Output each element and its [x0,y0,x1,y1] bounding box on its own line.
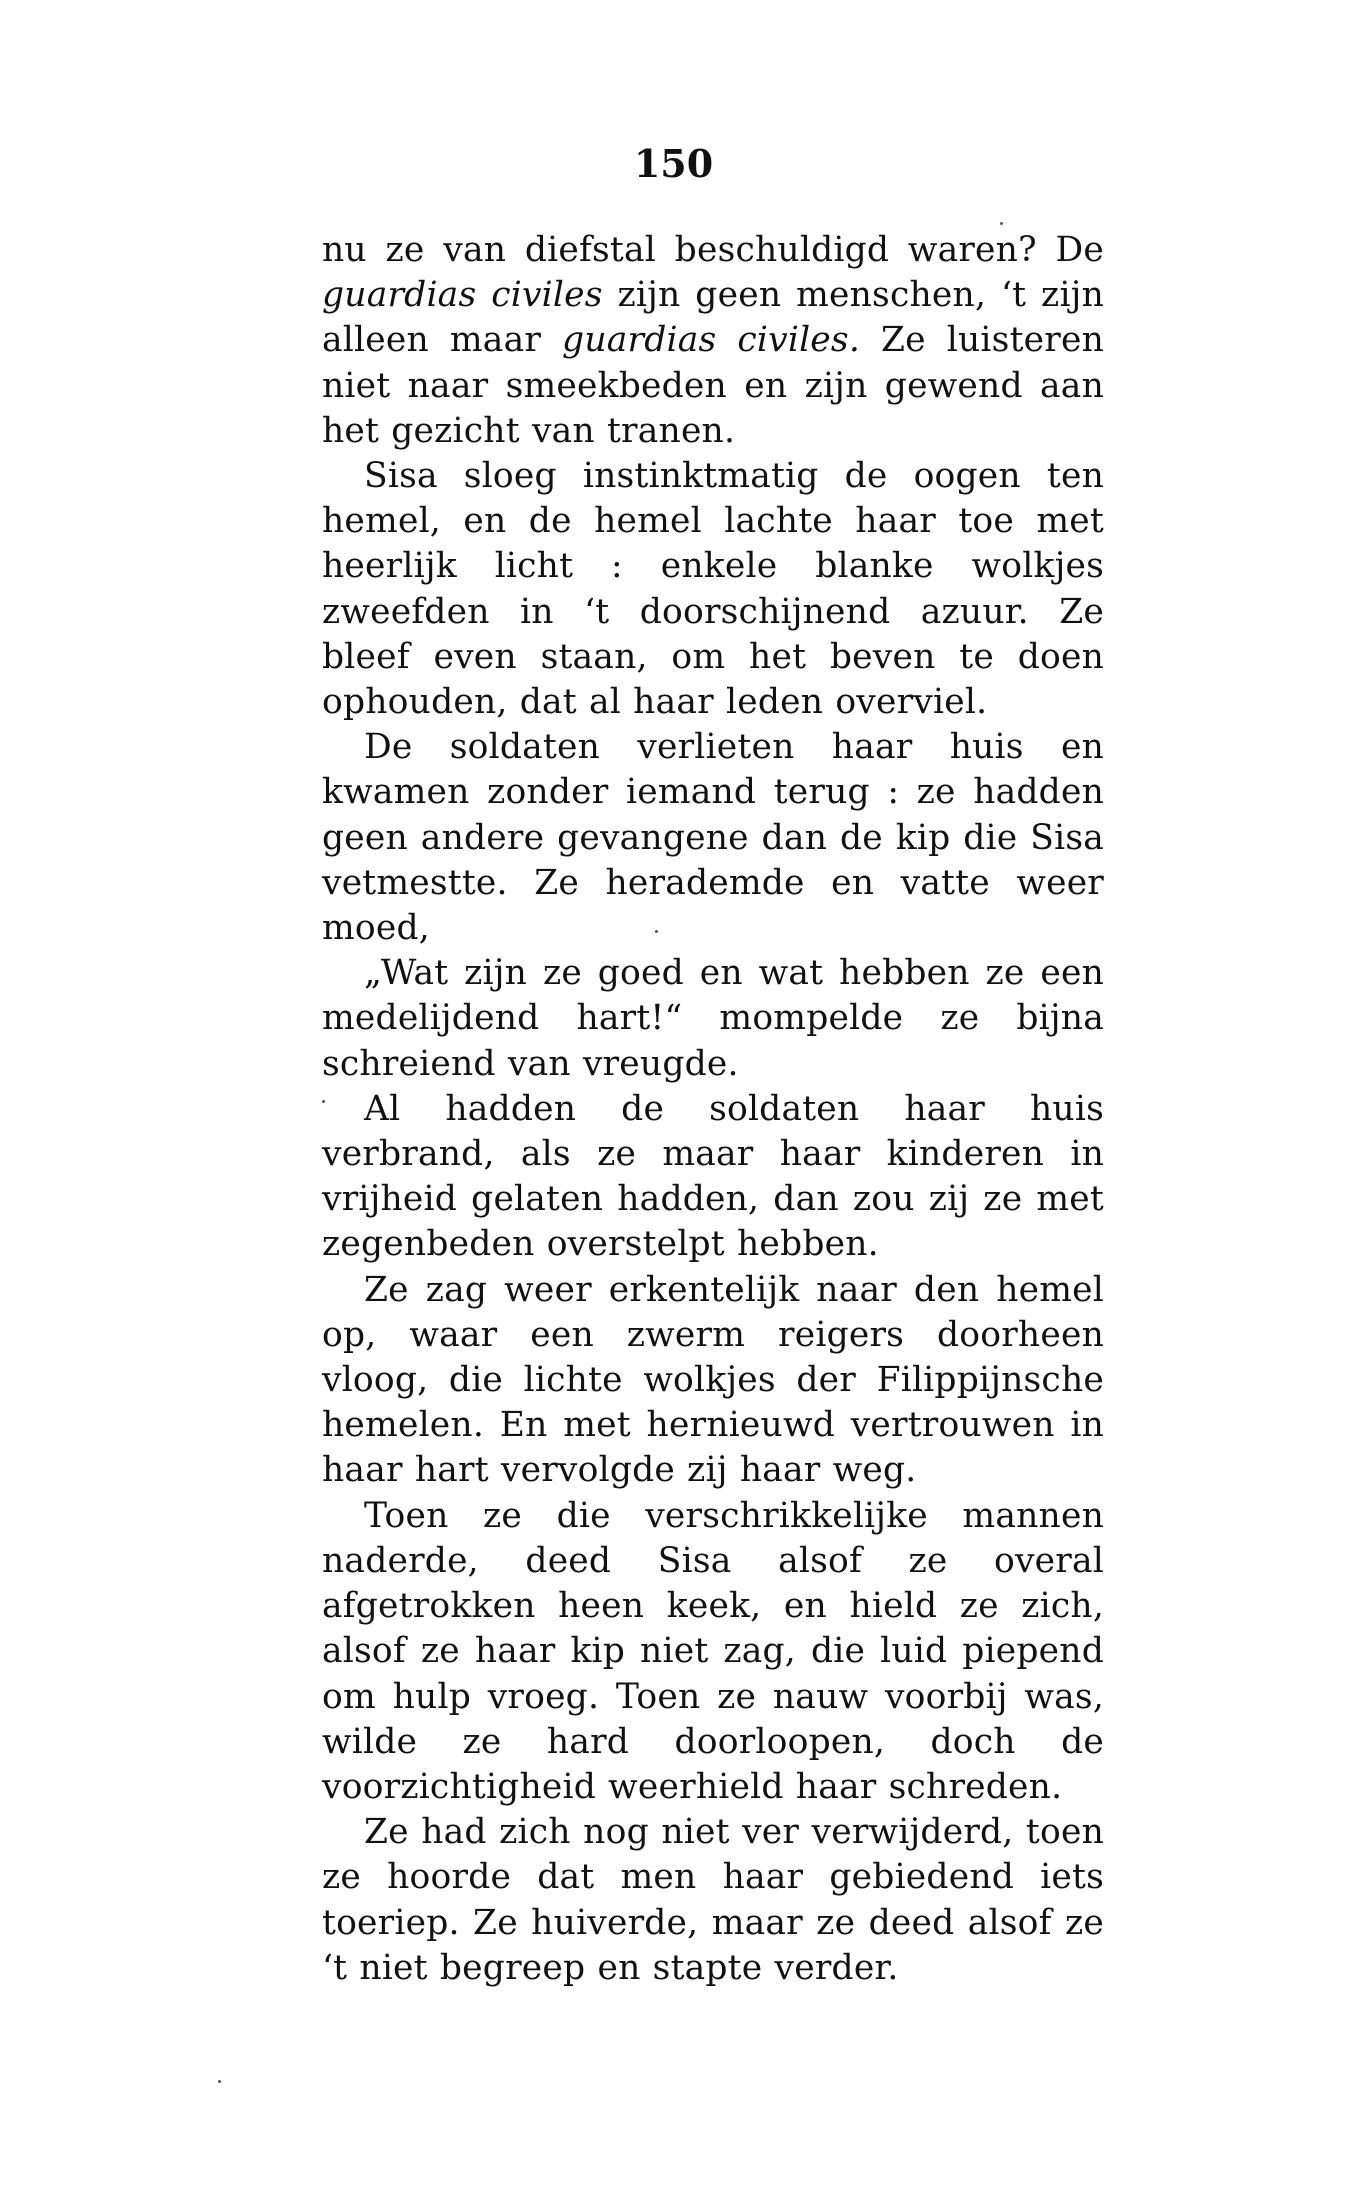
print-speck [1000,222,1003,225]
print-speck [322,1100,325,1103]
text-segment: Sisa sloeg instinktmatig de oogen ten hemel, en de hemel lachte haar toe met heerlijk licht : enkele blanke wolkjes zweefden in ‘t doorschijnend azuur. Ze bleef even staan, om het beven te doen ophouden, dat al haar leden overviel. [322,456,1104,723]
paragraph [322,725,1104,951]
text-segment: Ze had zich nog niet ver verwijderd, toen ze hoorde dat men haar gebiedend iets toeriep. Ze huiverde, maar ze deed alsof ze ‘t niet begreep en stapte verder. [322,1812,1104,1988]
text-segment: De [1055,230,1104,270]
text-segment: Ze luisteren niet naar smeekbeden en zijn gewend aan het gezicht van tranen. [322,320,1104,451]
paragraph [322,1087,1104,1268]
italic-term: guardias civiles. [562,320,860,361]
print-speck [218,2080,221,2083]
text-segment: De soldaten verlieten haar huis en kwamen zonder iemand terug : ze hadden geen andere gevangene dan de kip die Sisa vetmestte. Ze herademde en vatte weer moed, [322,727,1104,949]
paragraph [322,1268,1104,1494]
text-segment: nu ze van diefstal beschuldigd waren? [322,230,1056,270]
paragraph [322,1494,1104,1810]
page-number: 150 [633,141,714,186]
italic-term: guardias civiles [322,275,603,316]
text-segment: Al hadden de soldaten haar huis verbrand, als ze maar haar kinderen in vrijheid gelaten hadden, dan zou zij ze met zegenbeden overstelpt hebben. [322,1088,1104,1265]
text-segment: „Wat zijn ze goed en wat hebben ze een medelijdend hart!“ mompelde ze bijna schreiend van vreugde. [322,953,1104,1084]
text-segment: zijn geen menschen, ‘t zijn alleen maar [322,275,1104,361]
print-speck [655,930,658,933]
text-segment: Ze zag weer erkentelijk naar den hemel op, waar een zwerm reigers doorheen vloog, die lichte wolkjes der Filippijnsche hemelen. En met hernieuwd vertrouwen in haar hart vervolgde zij haar weg. [322,1269,1104,1491]
paragraph [322,951,1104,1087]
text-segment: Toen ze die verschrikkelijke mannen naderde, deed Sisa alsof ze overal afgetrokken heen keek, en hield ze zich, alsof ze haar kip niet zag, die luid piepend om hulp vroeg. Toen ze nauw voorbij was, wilde ze hard doorloopen, doch de voorzichtigheid weerhield haar schreden. [322,1495,1104,1807]
paragraph [322,1810,1104,1991]
paragraph [322,228,1104,454]
paragraph [322,454,1104,725]
body-text [322,228,1104,1991]
